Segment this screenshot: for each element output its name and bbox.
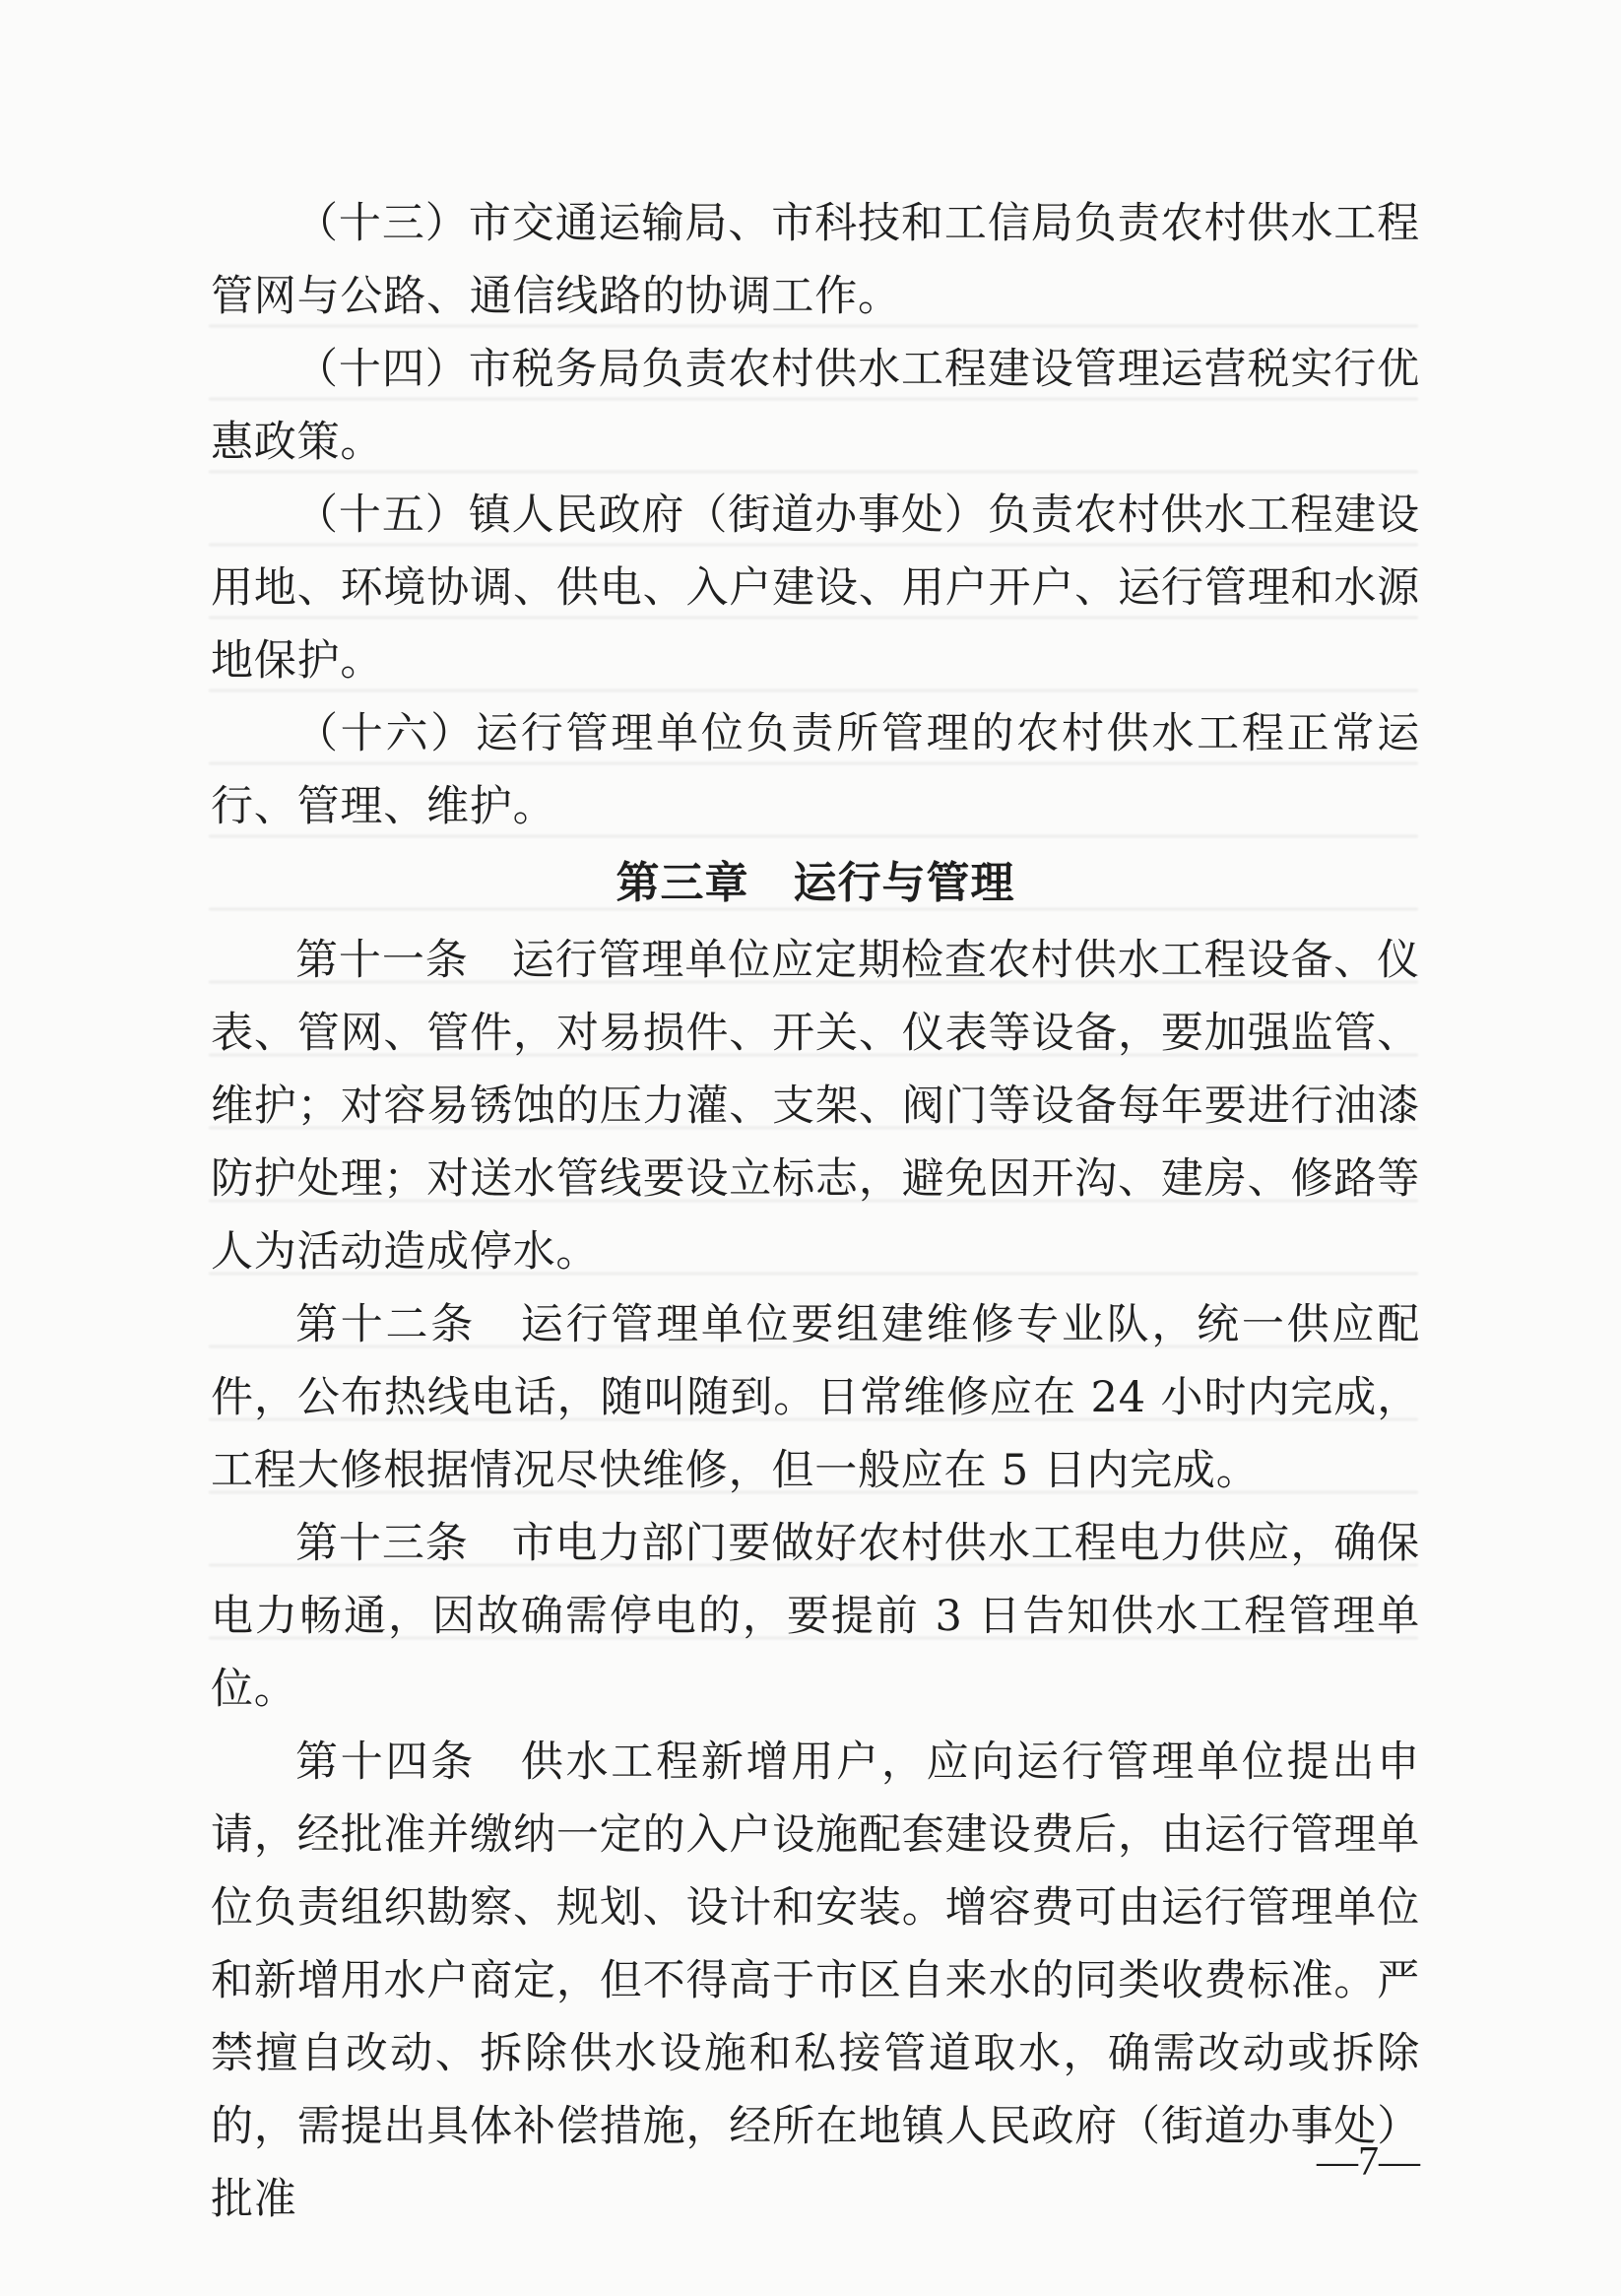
paragraph-fifteen: （十五）镇人民政府（街道办事处）负责农村供水工程建设用地、环境协调、供电、入户建设、用户开户、运行管理和水源地保护。	[211, 491, 1420, 686]
article-twelve: 第十二条 运行管理单位要组建维修专业队，统一供应配件，公布热线电话，随叫随到。日常维修应在 24 小时内完成，工程大修根据情况尽快维修，但一般应在 5 日内完成。	[211, 1300, 1420, 1495]
chapter-title: 第三章 运行与管理	[616, 858, 1015, 908]
page-number: —7—	[1317, 2139, 1420, 2185]
paragraph-fourteen: （十四）市税务局负责农村供水工程建设管理运营税实行优惠政策。	[211, 345, 1420, 467]
article-eleven: 第十一条 运行管理单位应定期检查农村供水工程设备、仪表、管网、管件，对易损件、开关、仪表等设备，要加强监管、维护；对容易锈蚀的压力灌、支架、阀门等设备每年要进行油漆防护处理；对送水管线要设立标志，避免因开沟、建房、修路等人为活动造成停水。	[211, 936, 1420, 1277]
article-fourteen: 第十四条 供水工程新增用户，应向运行管理单位提出申请，经批准并缴纳一定的入户设施配套建设费后，由运行管理单位负责组织勘察、规划、设计和安装。增容费可由运行管理单位和新增用水户商定，但不得高于市区自来水的同类收费标准。严禁擅自改动、拆除供水设施和私接管道取水，确需改动或拆除的，需提出具体补偿措施，经所在地镇人民政府（街道办事处）批准	[211, 1738, 1420, 2224]
paragraph-sixteen: （十六）运行管理单位负责所管理的农村供水工程正常运行、管理、维护。	[211, 709, 1420, 831]
paragraph-thirteen: （十三）市交通运输局、市科技和工信局负责农村供水工程管网与公路、通信线路的协调工作。	[211, 199, 1420, 321]
document-body	[211, 187, 1420, 2236]
article-thirteen: 第十三条 市电力部门要做好农村供水工程电力供应，确保电力畅通，因故确需停电的，要提前 3 日告知供水工程管理单位。	[211, 1519, 1420, 1714]
